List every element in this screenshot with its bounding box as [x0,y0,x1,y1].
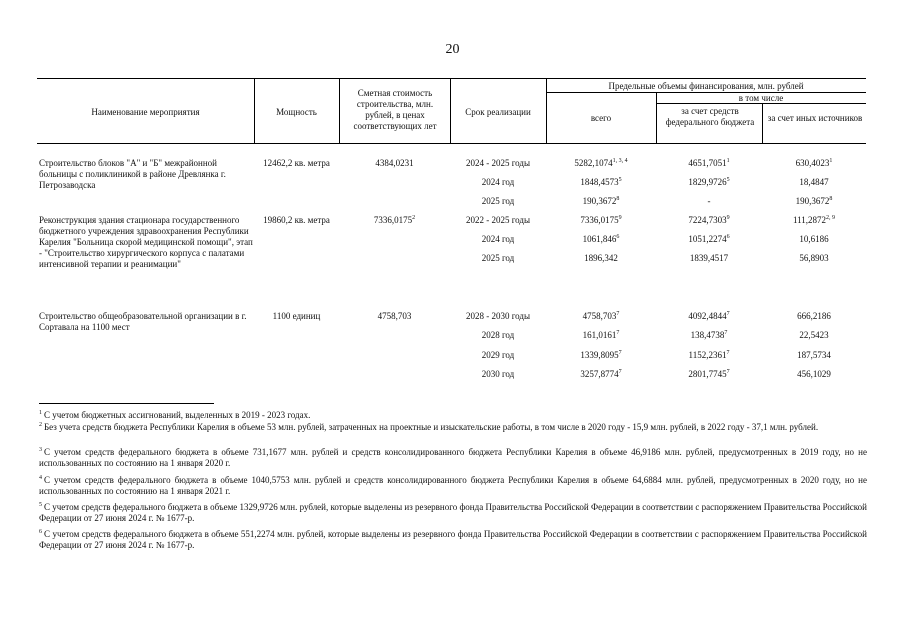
total-cell: 1339,8095$^7$ [580,350,622,360]
table-top-rule [37,78,866,79]
other-cell: 187,5734 [797,350,831,360]
total-cell: 4758,703$^7$ [582,311,620,321]
period-cell: 2029 год [481,350,515,360]
project-cost: 4384,0231 [375,158,414,168]
footnote-separator [39,403,214,404]
total-cell: 190,3672$^8$ [582,196,620,206]
total-cell: 5282,1074$^{1, 3, 4}$ [574,158,628,168]
other-cell: 18,4847 [799,177,829,187]
footnote: $^1$ С учетом бюджетных ассигнований, выделенных в 2019 - 2023 годах. [39,410,311,420]
header-limits: Предельные объемы финансирования, млн. рублей [608,81,804,91]
project-cost: 4758,703 [377,311,412,321]
federal-cell: 7224,7303$^9$ [688,215,730,225]
other-cell: 22,5423 [799,330,829,340]
project-name: Строительство общеобразовательной организации в г. Сортавала на 1100 мест [39,311,247,332]
other-cell: 190,3672$^8$ [795,196,833,206]
federal-cell: 1839,4517 [689,253,729,263]
total-cell: 1896,342 [584,253,618,263]
header-bottom-rule [37,143,866,144]
footnote: $^6$ С учетом средств федерального бюджета в объеме 551,2274 млн. рублей, которые выделены из резервного фонда Правительства Российской Федерации в соответствии с распоряжением Правительства Российской Федерации от 27 июня 2024 г. № 1677-р. [39,529,867,550]
total-cell: 3257,8774$^7$ [580,369,622,379]
total-cell: 161,0161$^7$ [582,330,620,340]
total-cell: 7336,0175$^9$ [580,215,622,225]
other-cell: 456,1029 [797,369,831,379]
footnote: $^2$ Без учета средств бюджета Республики Карелия в объеме 53 млн. рублей, затраченных на проектные и изыскательские работы, в том числе в 2020 году - 15,9 млн. рублей, в 2022 году - 37,1 млн. рублей. [39,422,819,432]
header-cost: Сметная стоимость строительства, млн. рублей, в ценах соответствующих лет [353,88,437,131]
header-federal: за счет средств федерального бюджета [665,106,755,127]
period-cell: 2024 год [481,177,515,187]
footnote: $^3$ С учетом средств федерального бюджета в объеме 731,1677 млн. рублей и средств консолидированного бюджета Республики Карелия в объеме 46,9186 млн. рублей, предусмотренных в 2019 году, но не использованных по состоянию на 1 января 2020 г. [39,447,867,468]
other-cell: 630,4023$^1$ [795,158,833,168]
period-cell: 2022 - 2025 годы [465,215,531,225]
project-cost: 7336,0175$^2$ [373,215,416,225]
footnote: $^4$ С учетом средств федерального бюджета в объеме 1040,5753 млн. рублей и средств консолидированного бюджета Республики Карелия в объеме 64,6884 млн. рублей, предусмотренных в 2020 году, но не использованных по состоянию на 1 января 2021 г. [39,475,867,496]
federal-cell: 2801,7745$^7$ [688,369,730,379]
header-total: всего [590,113,612,123]
period-cell: 2028 - 2030 годы [465,311,531,321]
federal-cell: 1152,2361$^7$ [688,350,730,360]
other-cell: 56,8903 [799,253,829,263]
project-name: Строительство блоков "А" и "Б" межрайонной больницы с поликлиникой в районе Древлянка г. Петрозаводска [39,158,226,190]
project-capacity: 12462,2 кв. метра [263,158,330,168]
page-number: 20 [445,42,460,57]
federal-cell: 4092,4844$^7$ [688,311,730,321]
header-period: Срок реализации [465,107,531,117]
total-cell: 1061,846$^6$ [582,234,620,244]
federal-cell: 1051,2274$^6$ [688,234,730,244]
federal-cell: - [707,196,711,206]
period-cell: 2025 год [481,253,515,263]
col-divider [339,78,340,143]
project-capacity: 19860,2 кв. метра [263,215,330,225]
period-cell: 2030 год [481,369,515,379]
footnote: $^5$ С учетом средств федерального бюджета в объеме 1329,9726 млн. рублей, которые выделены из резервного фонда Правительства Российской Федерации в соответствии с распоряжением Правительства Российской Федерации от 27 июня 2024 г. № 1677-р. [39,502,867,523]
project-capacity: 1100 единиц [272,311,321,321]
col-divider [762,103,763,143]
period-cell: 2025 год [481,196,515,206]
header-capacity: Мощность [276,107,317,117]
period-cell: 2024 - 2025 годы [465,158,531,168]
federal-cell: 4651,7051$^1$ [688,158,730,168]
project-name: Реконструкция здания стационара государственного бюджетного учреждения здравоохранения Республики Карелия "Больница скорой медицинской помощи", этап - "Строительство хирургического корпуса с палатами интенсивной терапии и реанимации" [39,215,253,269]
total-cell: 1848,4573$^5$ [580,177,622,187]
header-name: Наименование мероприятия [91,107,200,117]
federal-cell: 138,4738$^7$ [690,330,728,340]
period-cell: 2024 год [481,234,515,244]
federal-cell: 1829,9726$^5$ [688,177,730,187]
header-including: в том числе [738,93,784,103]
other-cell: 666,2186 [797,311,831,321]
period-cell: 2028 год [481,330,515,340]
other-cell: 10,6186 [799,234,829,244]
other-cell: 111,2872$^{2, 9}$ [792,215,836,225]
header-other: за счет иных источников [767,113,863,123]
